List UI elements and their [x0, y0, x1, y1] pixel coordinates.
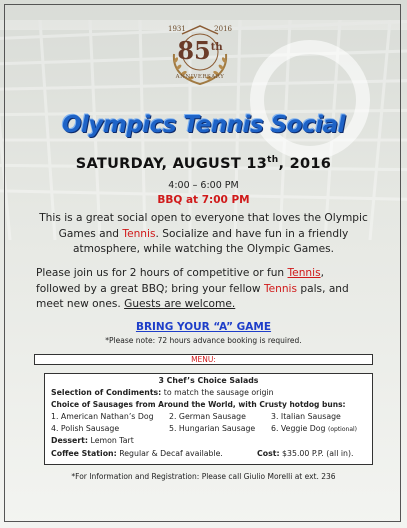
anniversary-logo	[160, 14, 240, 94]
menu-condiments-text: to match the sausage origin	[161, 388, 274, 397]
invite-text-3: pals, and meet new ones.	[36, 282, 349, 310]
menu-item: 4. Polish Sausage	[51, 424, 120, 433]
bbq-time: BBQ at 7:00 PM	[157, 194, 250, 206]
logo-number	[160, 36, 240, 65]
logo-number-suffix: th	[210, 42, 223, 53]
invite-guests: Guests are welcome.	[124, 298, 236, 310]
logo-subtitle: ANNIVERSARY	[175, 74, 225, 80]
event-date	[0, 155, 407, 172]
menu-item: 2. German Sausage	[169, 412, 246, 421]
menu-dessert-label: Dessert:	[51, 436, 89, 445]
invite-paragraph	[36, 266, 371, 313]
menu-coffee-text: Regular & Decaf available.	[116, 449, 223, 458]
event-date-year: , 2016	[278, 155, 332, 172]
logo-year-end: 2016	[214, 25, 232, 33]
intro-paragraph	[30, 211, 377, 258]
invite-text-2: , followed by a great BBQ; bring your fellow	[36, 267, 324, 295]
menu-cost	[257, 449, 353, 458]
menu-condiments-label: Selection of Condiments:	[51, 388, 162, 397]
menu-item: 3. Italian Sausage	[271, 412, 341, 421]
invite-text-1: Please join us for 2 hours of competitive or fun	[36, 267, 288, 279]
logo-number-value: 85	[177, 36, 211, 65]
menu-header: MENU:	[34, 354, 373, 365]
menu-dessert	[51, 436, 134, 445]
intro-text-1: This is a great social open to everyone that loves the Olympic Games and	[39, 212, 368, 240]
menu-item-label: 6. Veggie Dog	[271, 424, 326, 433]
menu-item	[271, 424, 357, 433]
menu-cost-label: Cost:	[257, 449, 280, 458]
menu-coffee	[51, 449, 223, 458]
event-date-main: SATURDAY, AUGUST 13	[75, 155, 268, 172]
logo-year-start: 1931	[168, 25, 186, 33]
menu-item: 5. Hungarian Sausage	[169, 424, 256, 433]
intro-text-2: . Socialize and have fun in a friendly atmosphere, while watching the Olympic Games.	[73, 227, 349, 255]
registration-footer: *For Information and Registration: Please call Giulio Morelli at ext. 236	[71, 472, 336, 481]
menu-cost-text: $35.00 P.P. (all in).	[279, 449, 354, 458]
intro-tennis: Tennis	[122, 227, 156, 240]
menu-box	[44, 373, 373, 465]
invite-tennis-2: Tennis	[263, 282, 298, 295]
menu-dessert-text: Lemon Tart	[88, 436, 134, 445]
event-title: Olympics Tennis Social	[61, 112, 345, 138]
invite-tennis-1: Tennis	[287, 267, 321, 279]
menu-coffee-label: Coffee Station:	[51, 449, 117, 458]
booking-note: *Please note: 72 hours advance booking is required.	[105, 336, 302, 345]
menu-item: 1. American Nathan’s Dog	[51, 412, 154, 421]
menu-salads: 3 Chef’s Choice Salads	[158, 376, 259, 385]
menu-sausages-heading: Choice of Sausages from Around the World, with Crusty hotdog buns:	[51, 400, 346, 409]
event-time: 4:00 – 6:00 PM	[168, 180, 239, 191]
menu-condiments	[51, 388, 274, 397]
event-date-suffix: th	[267, 155, 279, 165]
bring-your-game-heading: BRING YOUR “A” GAME	[135, 321, 272, 333]
menu-item-note: (optional)	[328, 426, 357, 433]
